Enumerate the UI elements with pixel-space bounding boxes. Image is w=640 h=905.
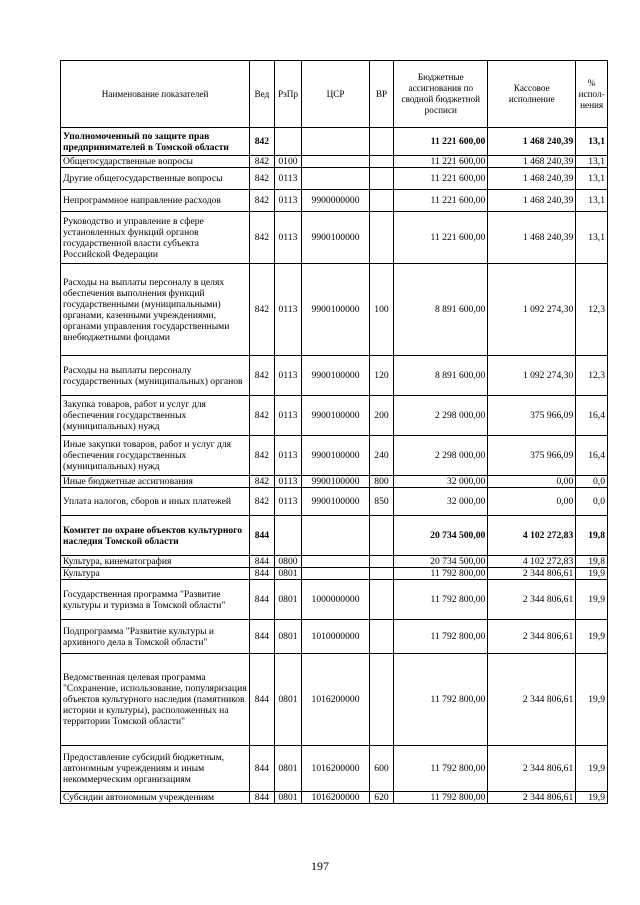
row-percent-cell: 0,0 — [576, 488, 608, 516]
row-percent-cell: 0,0 — [576, 476, 608, 488]
row-cash-cell: 1 468 240,39 — [488, 190, 576, 212]
row-name-cell: Закупка товаров, работ и услуг для обеспечения государственных (муниципальных) нужд — [61, 396, 250, 436]
row-budget-cell: 2 298 000,00 — [394, 436, 488, 476]
row-rzpr-cell: 0801 — [274, 620, 302, 654]
row-name-cell: Ведомственная целевая программа "Сохранение, использование, популяризация объектов культурного наследия (памятников истории и культуры), расположенных на территории Томской области" — [61, 654, 250, 746]
header-csr: ЦСР — [302, 61, 369, 128]
row-budget-cell: 11 792 800,00 — [394, 792, 488, 804]
row-percent-cell: 12,3 — [576, 264, 608, 356]
row-csr-cell: 9900100000 — [302, 396, 369, 436]
row-rzpr-cell — [274, 128, 302, 156]
table-row — [61, 168, 608, 190]
row-cash-cell: 0,00 — [488, 476, 576, 488]
row-vr-cell — [369, 156, 394, 168]
row-rzpr-cell: 0113 — [274, 476, 302, 488]
row-vr-cell: 240 — [369, 436, 394, 476]
row-vr-cell: 850 — [369, 488, 394, 516]
table-row — [61, 488, 608, 516]
row-budget-cell: 11 792 800,00 — [394, 620, 488, 654]
row-vr-cell — [369, 568, 394, 580]
row-name-cell: Руководство и управление в сфере установленных функций органов государственной власти субъекта Российской Федерации — [61, 212, 250, 264]
row-csr-cell — [302, 156, 369, 168]
row-cash-cell: 1 092 274,30 — [488, 356, 576, 396]
row-ved-cell: 842 — [250, 156, 275, 168]
row-budget-cell: 11 221 600,00 — [394, 168, 488, 190]
row-csr-cell: 9900100000 — [302, 488, 369, 516]
table-row — [61, 568, 608, 580]
row-rzpr-cell — [274, 516, 302, 556]
row-rzpr-cell: 0113 — [274, 356, 302, 396]
row-name-cell: Уполномоченный по защите прав предпринимателей в Томской области — [61, 128, 250, 156]
row-name-cell: Субсидии автономным учреждениям — [61, 792, 250, 804]
row-percent-cell: 13,1 — [576, 156, 608, 168]
table-row — [61, 436, 608, 476]
row-percent-cell: 16,4 — [576, 396, 608, 436]
row-budget-cell: 32 000,00 — [394, 488, 488, 516]
row-vr-cell — [369, 190, 394, 212]
row-ved-cell: 844 — [250, 792, 275, 804]
row-rzpr-cell: 0801 — [274, 568, 302, 580]
row-budget-cell: 11 792 800,00 — [394, 568, 488, 580]
row-budget-cell: 11 792 800,00 — [394, 580, 488, 620]
row-vr-cell — [369, 212, 394, 264]
row-ved-cell: 844 — [250, 746, 275, 792]
row-name-cell: Комитет по охране объектов культурного наследия Томской области — [61, 516, 250, 556]
row-name-cell: Иные бюджетные ассигнования — [61, 476, 250, 488]
header-cash: Кассовое исполнение — [488, 61, 576, 128]
page-number: 197 — [311, 859, 329, 873]
row-name-cell: Культура — [61, 568, 250, 580]
row-vr-cell — [369, 620, 394, 654]
row-vr-cell: 620 — [369, 792, 394, 804]
row-budget-cell: 32 000,00 — [394, 476, 488, 488]
row-name-cell: Общегосударственные вопросы — [61, 156, 250, 168]
row-csr-cell: 1010000000 — [302, 620, 369, 654]
row-cash-cell: 1 468 240,39 — [488, 156, 576, 168]
row-ved-cell: 842 — [250, 168, 275, 190]
row-ved-cell: 844 — [250, 580, 275, 620]
row-rzpr-cell: 0100 — [274, 156, 302, 168]
row-percent-cell: 13,1 — [576, 168, 608, 190]
row-budget-cell: 8 891 600,00 — [394, 264, 488, 356]
row-ved-cell: 842 — [250, 128, 275, 156]
table-row — [61, 356, 608, 396]
row-percent-cell: 19,8 — [576, 556, 608, 568]
row-cash-cell: 1 468 240,39 — [488, 128, 576, 156]
row-vr-cell: 800 — [369, 476, 394, 488]
header-rzpr: РзПр — [274, 61, 302, 128]
header-vr: ВР — [369, 61, 394, 128]
row-name-cell: Иные закупки товаров, работ и услуг для обеспечения государственных (муниципальных) нужд — [61, 436, 250, 476]
row-vr-cell — [369, 654, 394, 746]
row-budget-cell: 11 221 600,00 — [394, 212, 488, 264]
row-cash-cell: 1 468 240,39 — [488, 168, 576, 190]
row-vr-cell — [369, 516, 394, 556]
row-ved-cell: 844 — [250, 556, 275, 568]
row-name-cell: Непрограммное направление расходов — [61, 190, 250, 212]
row-rzpr-cell: 0113 — [274, 264, 302, 356]
row-name-cell: Предоставление субсидий бюджетным, автономным учреждениям и иным некоммерческим организациям — [61, 746, 250, 792]
row-cash-cell: 0,00 — [488, 488, 576, 516]
row-budget-cell: 11 792 800,00 — [394, 654, 488, 746]
row-csr-cell: 9900100000 — [302, 356, 369, 396]
row-name-cell: Подпрограмма "Развитие культуры и архивного дела в Томской области" — [61, 620, 250, 654]
row-csr-cell: 9900100000 — [302, 436, 369, 476]
row-rzpr-cell: 0801 — [274, 792, 302, 804]
row-cash-cell: 375 966,09 — [488, 396, 576, 436]
row-budget-cell: 8 891 600,00 — [394, 356, 488, 396]
row-ved-cell: 844 — [250, 568, 275, 580]
row-name-cell: Расходы на выплаты персоналу в целях обеспечения выполнения функций государственными (муниципальными) органами, казенными учреждениями, органами управления государственными внебюджетными фондами — [61, 264, 250, 356]
row-vr-cell — [369, 580, 394, 620]
row-rzpr-cell: 0113 — [274, 436, 302, 476]
row-cash-cell: 2 344 806,61 — [488, 568, 576, 580]
row-ved-cell: 844 — [250, 620, 275, 654]
row-ved-cell: 842 — [250, 264, 275, 356]
row-percent-cell: 19,9 — [576, 746, 608, 792]
row-cash-cell: 1 468 240,39 — [488, 212, 576, 264]
table-row — [61, 792, 608, 804]
row-csr-cell: 9900100000 — [302, 476, 369, 488]
budget-table — [60, 60, 608, 804]
row-csr-cell — [302, 168, 369, 190]
row-name-cell: Уплата налогов, сборов и иных платежей — [61, 488, 250, 516]
row-csr-cell: 9900100000 — [302, 212, 369, 264]
row-cash-cell: 2 344 806,61 — [488, 792, 576, 804]
row-vr-cell — [369, 168, 394, 190]
row-ved-cell: 842 — [250, 190, 275, 212]
row-rzpr-cell: 0801 — [274, 580, 302, 620]
row-cash-cell: 1 092 274,30 — [488, 264, 576, 356]
row-vr-cell: 200 — [369, 396, 394, 436]
header-name: Наименование показателей — [61, 61, 250, 128]
row-budget-cell: 11 221 600,00 — [394, 128, 488, 156]
row-csr-cell: 1000000000 — [302, 580, 369, 620]
header-ved: Вед — [250, 61, 275, 128]
row-csr-cell: 1016200000 — [302, 654, 369, 746]
row-cash-cell: 2 344 806,61 — [488, 580, 576, 620]
row-percent-cell: 13,1 — [576, 190, 608, 212]
table-row — [61, 516, 608, 556]
row-percent-cell: 12,3 — [576, 356, 608, 396]
table-row — [61, 746, 608, 792]
table-row — [61, 476, 608, 488]
row-percent-cell: 16,4 — [576, 436, 608, 476]
row-cash-cell: 375 966,09 — [488, 436, 576, 476]
row-cash-cell: 2 344 806,61 — [488, 654, 576, 746]
row-cash-cell: 2 344 806,61 — [488, 746, 576, 792]
table-row — [61, 190, 608, 212]
row-rzpr-cell: 0113 — [274, 212, 302, 264]
row-ved-cell: 842 — [250, 436, 275, 476]
row-percent-cell: 19,9 — [576, 654, 608, 746]
row-rzpr-cell: 0801 — [274, 654, 302, 746]
table-row — [61, 654, 608, 746]
row-name-cell: Расходы на выплаты персоналу государственных (муниципальных) органов — [61, 356, 250, 396]
row-csr-cell: 9900100000 — [302, 264, 369, 356]
row-budget-cell: 20 734 500,00 — [394, 556, 488, 568]
table-row — [61, 128, 608, 156]
row-rzpr-cell: 0113 — [274, 168, 302, 190]
row-ved-cell: 844 — [250, 516, 275, 556]
header-percent: % испол-нения — [576, 61, 608, 128]
row-percent-cell: 19,9 — [576, 620, 608, 654]
row-percent-cell: 19,8 — [576, 516, 608, 556]
row-percent-cell: 19,9 — [576, 568, 608, 580]
row-cash-cell: 2 344 806,61 — [488, 620, 576, 654]
row-vr-cell: 100 — [369, 264, 394, 356]
row-csr-cell: 9900000000 — [302, 190, 369, 212]
table-row — [61, 620, 608, 654]
row-vr-cell: 600 — [369, 746, 394, 792]
row-name-cell: Культура, кинематография — [61, 556, 250, 568]
table-row — [61, 264, 608, 356]
row-percent-cell: 19,9 — [576, 580, 608, 620]
row-ved-cell: 842 — [250, 488, 275, 516]
row-ved-cell: 844 — [250, 654, 275, 746]
row-percent-cell: 13,1 — [576, 128, 608, 156]
row-budget-cell: 11 792 800,00 — [394, 746, 488, 792]
row-budget-cell: 2 298 000,00 — [394, 396, 488, 436]
table-row — [61, 580, 608, 620]
row-rzpr-cell: 0113 — [274, 396, 302, 436]
row-percent-cell: 19,9 — [576, 792, 608, 804]
table-body — [61, 128, 608, 804]
row-ved-cell: 842 — [250, 396, 275, 436]
row-rzpr-cell: 0113 — [274, 190, 302, 212]
row-budget-cell: 20 734 500,00 — [394, 516, 488, 556]
row-name-cell: Государственная программа "Развитие культуры и туризма в Томской области" — [61, 580, 250, 620]
row-cash-cell: 4 102 272,83 — [488, 556, 576, 568]
table-row — [61, 556, 608, 568]
row-name-cell: Другие общегосударственные вопросы — [61, 168, 250, 190]
row-vr-cell — [369, 556, 394, 568]
row-percent-cell: 13,1 — [576, 212, 608, 264]
row-csr-cell — [302, 128, 369, 156]
table-row — [61, 396, 608, 436]
row-budget-cell: 11 221 600,00 — [394, 190, 488, 212]
table-row — [61, 212, 608, 264]
row-csr-cell: 1016200000 — [302, 792, 369, 804]
row-csr-cell — [302, 516, 369, 556]
row-cash-cell: 4 102 272,83 — [488, 516, 576, 556]
header-budget: Бюджетные ассигнования по сводной бюджетной росписи — [394, 61, 488, 128]
row-rzpr-cell: 0800 — [274, 556, 302, 568]
table-header-row — [61, 61, 608, 128]
table-row — [61, 156, 608, 168]
row-csr-cell — [302, 556, 369, 568]
row-rzpr-cell: 0113 — [274, 488, 302, 516]
row-vr-cell — [369, 128, 394, 156]
row-csr-cell: 1016200000 — [302, 746, 369, 792]
row-ved-cell: 842 — [250, 476, 275, 488]
row-rzpr-cell: 0801 — [274, 746, 302, 792]
row-vr-cell: 120 — [369, 356, 394, 396]
row-budget-cell: 11 221 600,00 — [394, 156, 488, 168]
row-csr-cell — [302, 568, 369, 580]
row-ved-cell: 842 — [250, 356, 275, 396]
row-ved-cell: 842 — [250, 212, 275, 264]
